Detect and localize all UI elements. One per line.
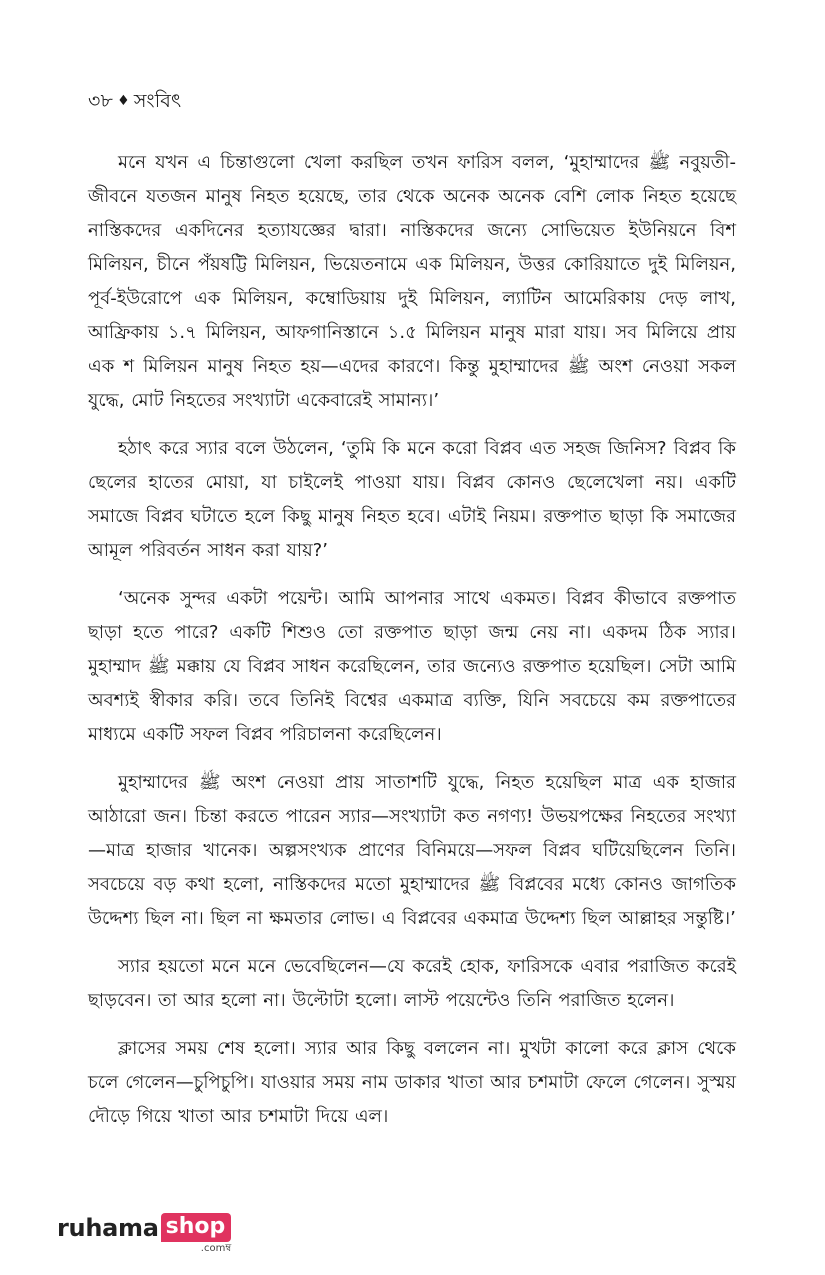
logo-domain: .comম্ব	[200, 1243, 232, 1254]
paragraph: মুহাম্মাদের ﷺ অংশ নেওয়া প্রায় সাতাশটি যুদ্ধে, নিহত হয়েছিল মাত্র এক হাজার আঠারো জন। চিন্তা করতে পারেন স্যার—সংখ্যাটা কত নগণ্য! উভয়পক্ষের নিহতের সংখ্যা—মাত্র হাজার খানেক। অল্পসংখ্যক প্রাণের বিনিময়ে—সফল বিপ্লব ঘটিয়েছিলেন তিনি। সবচেয়ে বড় কথা হলো, নাস্তিকদের মতো মুহাম্মাদের ﷺ বিপ্লবের মধ্যে কোনও জাগতিক উদ্দেশ্য ছিল না। ছিল না ক্ষমতার লোভ। এ বিপ্লবের একমাত্র উদ্দেশ্য ছিল আল্লাহর সন্তুষ্টি।’	[88, 772, 736, 929]
logo-shop-badge: shop	[161, 1213, 232, 1242]
paragraph: স্যার হয়তো মনে মনে ভেবেছিলেন—যে করেই হোক, ফারিসকে এবার পরাজিত করেই ছাড়বেন। তা আর হলো না। উল্টোটা হলো। লাস্ট পয়েন্টেও তিনি পরাজিত হলেন।	[88, 956, 736, 1011]
logo-shop-group	[161, 1213, 232, 1255]
paragraph: ক্লাসের সময় শেষ হলো। স্যার আর কিছু বললেন না। মুখটা কালো করে ক্লাস থেকে চলে গেলেন—চুপিচুপি। যাওয়ার সময় নাম ডাকার খাতা আর চশমাটা ফেলে গেলেন। সুস্ময় দৌড়ে গিয়ে খাতা আর চশমাটা দিয়ে এল।	[88, 1038, 736, 1127]
book-title: সংবিৎ	[133, 90, 182, 112]
running-header	[88, 88, 181, 114]
paragraph: হঠাৎ করে স্যার বলে উঠলেন, ‘তুমি কি মনে করো বিপ্লব এত সহজ জিনিস? বিপ্লব কি ছেলের হাতের মোয়া, যা চাইলেই পাওয়া যায়। বিপ্লব কোনও ছেলেখেলা নয়। একটি সমাজে বিপ্লব ঘটাতে হলে কিছু মানুষ নিহত হবে। এটাই নিয়ম। রক্তপাত ছাড়া কি সমাজের আমূল পরিবর্তন সাধন করা যায়?’	[88, 438, 736, 561]
page-number: ৩৮	[88, 90, 114, 112]
logo-brand-text: ruhama	[57, 1214, 159, 1242]
paragraph: ‘অনেক সুন্দর একটা পয়েন্ট। আমি আপনার সাথে একমত। বিপ্লব কীভাবে রক্তপাত ছাড়া হতে পারে? একটি শিশুও তো রক্তপাত ছাড়া জন্ম নেয় না। একদম ঠিক স্যার। মুহাম্মাদ ﷺ মক্কায় যে বিপ্লব সাধন করেছিলেন, তার জন্যেও রক্তপাত হয়েছিল। সেটা আমি অবশ্যই স্বীকার করি। তবে তিনিই বিশ্বের একমাত্র ব্যক্তি, যিনি সবচেয়ে কম রক্তপাতের মাধ্যমে একটি সফল বিপ্লব পরিচালনা করেছিলেন।	[88, 588, 737, 745]
diamond-separator-icon: ♦	[117, 93, 130, 109]
ruhamashop-logo	[57, 1213, 231, 1255]
paragraph: মনে যখন এ চিন্তাগুলো খেলা করছিল তখন ফারিস বলল, ‘মুহাম্মাদের ﷺ নবুয়তী-জীবনে যতজন মানুষ নিহত হয়েছে, তার থেকে অনেক অনেক বেশি লোক নিহত হয়েছে নাস্তিকদের একদিনের হত্যাযজ্ঞের দ্বারা। নাস্তিকদের জন্যে সোভিয়েত ইউনিয়নে বিশ মিলিয়ন, চীনে পঁয়ষট্টি মিলিয়ন, ভিয়েতনামে এক মিলিয়ন, উত্তর কোরিয়াতে দুই মিলিয়ন, পূর্ব-ইউরোপে এক মিলিয়ন, কম্বোডিয়ায় দুই মিলিয়ন, ল্যাটিন আমেরিকায় দেড় লাখ, আফ্রিকায় ১.৭ মিলিয়ন, আফগানিস্তানে ১.৫ মিলিয়ন মানুষ মারা যায়। সব মিলিয়ে প্রায় এক শ মিলিয়ন মানুষ নিহত হয়—এদের কারণে। কিন্তু মুহাম্মাদের ﷺ অংশ নেওয়া সকল যুদ্ধে, মোট নিহতের সংখ্যাটা একেবারেই সামান্য।’	[88, 152, 736, 411]
body-text	[88, 146, 736, 1134]
